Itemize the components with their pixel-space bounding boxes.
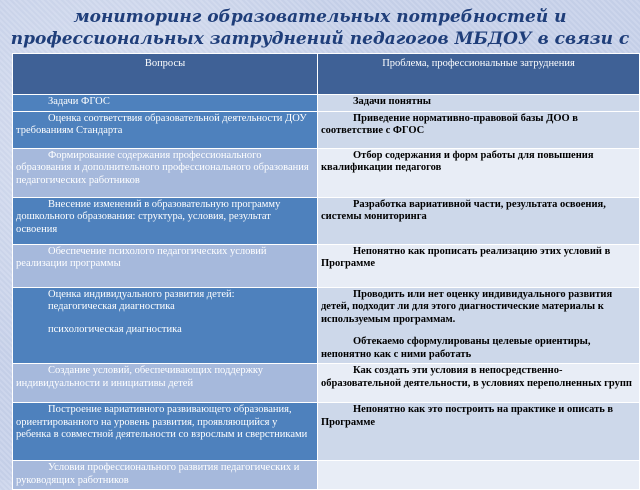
table-row	[13, 403, 640, 461]
question-cell: Оценка индивидуального развития детей: педагогическая диагностика психологическая диагностика	[13, 287, 318, 364]
problem-cell: Непонятно как это построить на практике и описать в Программе	[318, 403, 640, 461]
table-row	[13, 244, 640, 287]
table-row	[13, 364, 640, 403]
problem-cell: Отбор содержания и форм работы для повышения квалификации педагогов	[318, 148, 640, 197]
table-row	[13, 461, 640, 490]
problem-cell: Разработка вариативной части, результата освоения, системы мониторинга	[318, 197, 640, 244]
problem-cell: Приведение нормативно-правовой базы ДОО в соответствие с ФГОС	[318, 111, 640, 148]
question-cell: Условия профессионального развития педагогических и руководящих работников	[13, 461, 318, 490]
problem-cell: Задачи понятны	[318, 95, 640, 112]
question-cell: Формирование содержания профессионального образования и дополнительного профессионального образования педагогических работников	[13, 148, 318, 197]
table-row	[13, 148, 640, 197]
question-cell: Оценка соответствия образовательной деятельности ДОУ требованиям Стандарта	[13, 111, 318, 148]
table-row	[13, 197, 640, 244]
table-row	[13, 287, 640, 364]
question-cell: Обеспечение психолого педагогических условий реализации программы	[13, 244, 318, 287]
question-cell: Построение вариативного развивающего образования, ориентированного на уровень развития, проявляющийся у ребенка в совместной деятельности со взрослым и сверстниками	[13, 403, 318, 461]
problem-cell: Проводить или нет оценку индивидуального развития детей, подходит ли для этого диагностические материалы к используемым программам. Обтекаемо сформулированы целевые ориентиры, непонятно как с ними работать	[318, 287, 640, 364]
column-header-questions: Вопросы	[13, 54, 318, 95]
page-title: мониторинг образовательных потребностей и профессиональных затруднений педагогов МБДОУ в связи с	[10, 7, 630, 49]
question-cell: Создание условий, обеспечивающих поддержку индивидуальности и инициативы детей	[13, 364, 318, 403]
question-cell: Задачи ФГОС	[13, 95, 318, 112]
table-row	[13, 95, 640, 112]
table-header-row	[13, 54, 640, 95]
problem-cell	[318, 461, 640, 490]
problem-cell: Непонятно как прописать реализацию этих условий в Программе	[318, 244, 640, 287]
problem-cell: Как создать эти условия в непосредственно-образовательной деятельности, в условиях переполненных групп	[318, 364, 640, 403]
question-cell: Внесение изменений в образовательную программу дошкольного образования: структура, условия, результат освоения	[13, 197, 318, 244]
column-header-problems: Проблема, профессиональные затруднения	[318, 54, 640, 95]
monitoring-table	[12, 53, 640, 490]
table-row	[13, 111, 640, 148]
